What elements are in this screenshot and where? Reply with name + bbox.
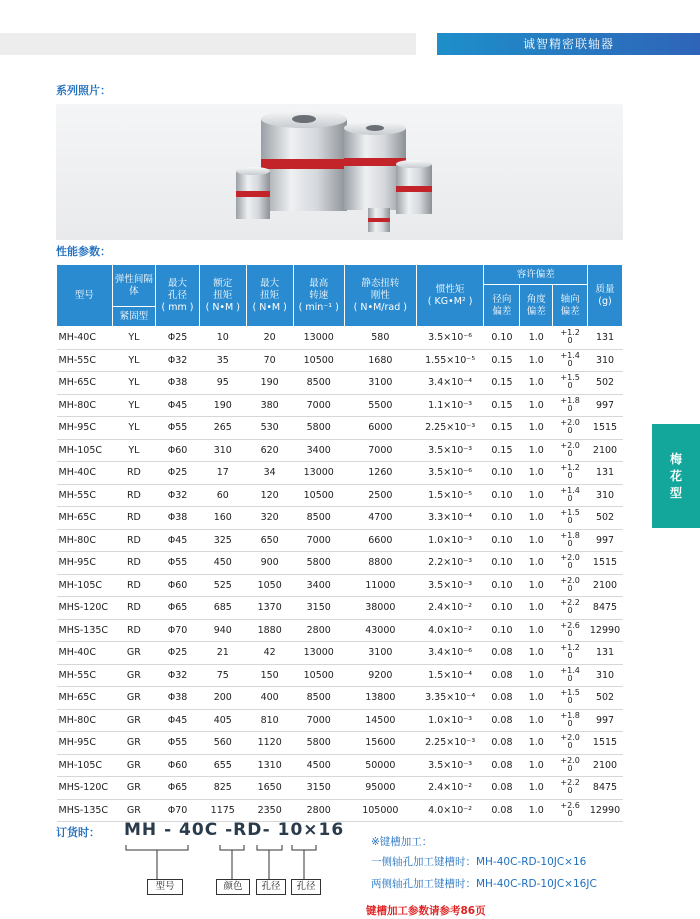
cell-axial: +2.0 0 [553, 574, 588, 597]
cell-max-speed: 5800 [293, 417, 344, 440]
cell-model: MH-80C [57, 709, 113, 732]
cell-color: RD [112, 597, 156, 620]
order-part-color: 颜色 [216, 879, 250, 895]
cell-angular: 1.0 [520, 394, 553, 417]
cell-angular: 1.0 [520, 484, 553, 507]
cell-bore: Φ45 [156, 529, 200, 552]
cell-radial: 0.08 [484, 754, 520, 777]
cell-stiffness: 13800 [344, 687, 416, 710]
cell-mass: 502 [588, 687, 623, 710]
cell-axial: +2.6 0 [553, 619, 588, 642]
cell-stiffness: 7000 [344, 439, 416, 462]
cell-bore: Φ38 [156, 687, 200, 710]
cell-axial: +2.0 0 [553, 552, 588, 575]
cell-mass: 310 [588, 664, 623, 687]
cell-color: RD [112, 507, 156, 530]
cell-radial: 0.08 [484, 777, 520, 800]
cell-bore: Φ38 [156, 372, 200, 395]
cell-stiffness: 3100 [344, 372, 416, 395]
cell-radial: 0.08 [484, 687, 520, 710]
cell-max-torque: 70 [246, 349, 293, 372]
cell-bore: Φ45 [156, 709, 200, 732]
cell-max-torque: 190 [246, 372, 293, 395]
cell-mass: 131 [588, 462, 623, 485]
cell-inertia: 1.5×10⁻⁴ [416, 664, 484, 687]
photo-section-title: 系列照片： [56, 84, 111, 97]
cell-inertia: 3.4×10⁻⁶ [416, 642, 484, 665]
cell-inertia: 3.5×10⁻⁶ [416, 327, 484, 350]
cell-angular: 1.0 [520, 507, 553, 530]
cell-radial: 0.10 [484, 619, 520, 642]
cell-bore: Φ32 [156, 664, 200, 687]
cell-axial: +2.0 0 [553, 754, 588, 777]
header-elastic: 弹性间隔体 [112, 265, 156, 307]
cell-radial: 0.08 [484, 642, 520, 665]
cell-angular: 1.0 [520, 709, 553, 732]
cell-mass: 310 [588, 349, 623, 372]
cell-mass: 997 [588, 709, 623, 732]
cell-rated-torque: 325 [199, 529, 246, 552]
cell-inertia: 3.5×10⁻⁶ [416, 462, 484, 485]
cell-rated-torque: 160 [199, 507, 246, 530]
cell-mass: 2100 [588, 439, 623, 462]
order-part-model: 型号 [147, 879, 183, 895]
cell-stiffness: 50000 [344, 754, 416, 777]
cell-model: MHS-135C [57, 619, 113, 642]
cell-bore: Φ32 [156, 484, 200, 507]
cell-radial: 0.10 [484, 529, 520, 552]
cell-rated-torque: 655 [199, 754, 246, 777]
cell-color: GR [112, 642, 156, 665]
cell-inertia: 1.0×10⁻³ [416, 709, 484, 732]
cell-color: RD [112, 552, 156, 575]
cell-max-speed: 10500 [293, 484, 344, 507]
cell-bore: Φ25 [156, 462, 200, 485]
cell-inertia: 3.5×10⁻³ [416, 574, 484, 597]
cell-angular: 1.0 [520, 327, 553, 350]
cell-max-torque: 900 [246, 552, 293, 575]
cell-angular: 1.0 [520, 417, 553, 440]
cell-rated-torque: 310 [199, 439, 246, 462]
keyway-note-one-side: 一侧轴孔加工键槽时：MH-40C-RD-10JC×16 [371, 856, 587, 868]
cell-radial: 0.10 [484, 507, 520, 530]
cell-max-speed: 7000 [293, 709, 344, 732]
cell-axial: +1.4 0 [553, 664, 588, 687]
cell-bore: Φ60 [156, 574, 200, 597]
cell-radial: 0.10 [484, 597, 520, 620]
cell-angular: 1.0 [520, 462, 553, 485]
cell-inertia: 4.0×10⁻² [416, 619, 484, 642]
cell-axial: +1.5 0 [553, 372, 588, 395]
cell-inertia: 1.5×10⁻⁵ [416, 484, 484, 507]
cell-axial: +2.6 0 [553, 799, 588, 822]
header-radial: 径向 偏差 [484, 285, 520, 327]
cell-max-torque: 20 [246, 327, 293, 350]
cell-rated-torque: 10 [199, 327, 246, 350]
cell-model: MH-40C [57, 642, 113, 665]
cell-bore: Φ70 [156, 799, 200, 822]
cell-stiffness: 14500 [344, 709, 416, 732]
cell-max-speed: 3150 [293, 597, 344, 620]
cell-angular: 1.0 [520, 372, 553, 395]
cell-inertia: 4.0×10⁻² [416, 799, 484, 822]
cell-radial: 0.08 [484, 732, 520, 755]
header-static-stiffness: 静态扭转 刚性 ( N•M/rad ) [344, 265, 416, 327]
cell-radial: 0.15 [484, 394, 520, 417]
cell-color: GR [112, 687, 156, 710]
cell-inertia: 3.3×10⁻⁴ [416, 507, 484, 530]
cell-mass: 310 [588, 484, 623, 507]
cell-angular: 1.0 [520, 619, 553, 642]
header-fastening-type: 紧固型 [112, 307, 156, 327]
cell-rated-torque: 200 [199, 687, 246, 710]
cell-angular: 1.0 [520, 732, 553, 755]
order-code: MH - 40C -RD- 10×16 [124, 820, 345, 840]
header-rated-torque: 额定 扭矩 ( N•M ) [199, 265, 246, 327]
cell-rated-torque: 560 [199, 732, 246, 755]
cell-bore: Φ55 [156, 417, 200, 440]
cell-bore: Φ38 [156, 507, 200, 530]
cell-radial: 0.10 [484, 484, 520, 507]
cell-axial: +1.5 0 [553, 687, 588, 710]
cell-rated-torque: 35 [199, 349, 246, 372]
cell-max-torque: 1120 [246, 732, 293, 755]
cell-model: MH-65C [57, 372, 113, 395]
cell-color: GR [112, 732, 156, 755]
cell-stiffness: 1680 [344, 349, 416, 372]
cell-model: MH-80C [57, 394, 113, 417]
cell-max-torque: 1650 [246, 777, 293, 800]
cell-rated-torque: 95 [199, 372, 246, 395]
cell-angular: 1.0 [520, 754, 553, 777]
cell-angular: 1.0 [520, 349, 553, 372]
cell-max-torque: 810 [246, 709, 293, 732]
order-label: 订货时： [56, 826, 100, 839]
cell-max-torque: 2350 [246, 799, 293, 822]
cell-model: MH-95C [57, 732, 113, 755]
cell-max-torque: 1050 [246, 574, 293, 597]
cell-axial: +1.4 0 [553, 484, 588, 507]
cell-radial: 0.15 [484, 372, 520, 395]
cell-max-speed: 13000 [293, 327, 344, 350]
header-axial: 轴向 偏差 [553, 285, 588, 327]
cell-angular: 1.0 [520, 664, 553, 687]
performance-section-title: 性能参数： [56, 245, 111, 258]
cell-mass: 2100 [588, 574, 623, 597]
cell-max-speed: 7000 [293, 394, 344, 417]
cell-inertia: 3.35×10⁻⁴ [416, 687, 484, 710]
cell-axial: +1.8 0 [553, 394, 588, 417]
cell-rated-torque: 75 [199, 664, 246, 687]
cell-max-speed: 10500 [293, 349, 344, 372]
keyway-note-title: ※键槽加工： [371, 836, 433, 848]
cell-color: RD [112, 462, 156, 485]
cell-max-speed: 5800 [293, 732, 344, 755]
cell-model: MH-55C [57, 484, 113, 507]
header-model: 型号 [57, 265, 113, 327]
cell-max-torque: 1370 [246, 597, 293, 620]
cell-angular: 1.0 [520, 529, 553, 552]
cell-bore: Φ60 [156, 439, 200, 462]
cell-inertia: 2.25×10⁻³ [416, 417, 484, 440]
cell-model: MHS-120C [57, 777, 113, 800]
cell-bore: Φ25 [156, 642, 200, 665]
cell-stiffness: 95000 [344, 777, 416, 800]
cell-mass: 997 [588, 529, 623, 552]
cell-angular: 1.0 [520, 687, 553, 710]
header-tolerance: 容许偏差 [484, 265, 588, 285]
cell-stiffness: 8800 [344, 552, 416, 575]
cell-inertia: 2.25×10⁻³ [416, 732, 484, 755]
cell-mass: 8475 [588, 777, 623, 800]
cell-max-speed: 8500 [293, 507, 344, 530]
cell-mass: 131 [588, 642, 623, 665]
cell-rated-torque: 525 [199, 574, 246, 597]
cell-stiffness: 2500 [344, 484, 416, 507]
keyway-note-two-sides: 两侧轴孔加工键槽时：MH-40C-RD-10JC×16JC [371, 878, 597, 890]
cell-inertia: 1.0×10⁻³ [416, 529, 484, 552]
cell-axial: +1.2 0 [553, 642, 588, 665]
cell-mass: 131 [588, 327, 623, 350]
cell-bore: Φ55 [156, 552, 200, 575]
cell-rated-torque: 60 [199, 484, 246, 507]
cell-mass: 1515 [588, 552, 623, 575]
cell-stiffness: 9200 [344, 664, 416, 687]
cell-model: MHS-135C [57, 799, 113, 822]
cell-max-torque: 530 [246, 417, 293, 440]
cell-inertia: 1.55×10⁻⁵ [416, 349, 484, 372]
cell-angular: 1.0 [520, 777, 553, 800]
cell-angular: 1.0 [520, 439, 553, 462]
cell-radial: 0.08 [484, 709, 520, 732]
header-max-bore: 最大 孔径 ( mm ) [156, 265, 200, 327]
cell-bore: Φ45 [156, 394, 200, 417]
keyway-reference: 键槽加工参数请参考86页 [366, 905, 486, 917]
cell-color: RD [112, 619, 156, 642]
cell-axial: +2.0 0 [553, 417, 588, 440]
cell-max-speed: 3400 [293, 574, 344, 597]
cell-bore: Φ70 [156, 619, 200, 642]
cell-bore: Φ55 [156, 732, 200, 755]
cell-axial: +1.8 0 [553, 709, 588, 732]
cell-color: YL [112, 372, 156, 395]
cell-max-torque: 620 [246, 439, 293, 462]
cell-rated-torque: 265 [199, 417, 246, 440]
cell-radial: 0.10 [484, 552, 520, 575]
cell-max-torque: 400 [246, 687, 293, 710]
cell-max-torque: 120 [246, 484, 293, 507]
cell-model: MH-105C [57, 574, 113, 597]
cell-mass: 2100 [588, 754, 623, 777]
cell-max-speed: 2800 [293, 619, 344, 642]
cell-max-speed: 7000 [293, 529, 344, 552]
cell-max-speed: 8500 [293, 372, 344, 395]
cell-axial: +1.8 0 [553, 529, 588, 552]
cell-model: MH-80C [57, 529, 113, 552]
cell-max-torque: 34 [246, 462, 293, 485]
cell-angular: 1.0 [520, 552, 553, 575]
cell-radial: 0.08 [484, 664, 520, 687]
cell-model: MH-55C [57, 664, 113, 687]
cell-inertia: 3.5×10⁻³ [416, 439, 484, 462]
cell-inertia: 2.2×10⁻³ [416, 552, 484, 575]
cell-stiffness: 4700 [344, 507, 416, 530]
cell-color: GR [112, 709, 156, 732]
cell-color: YL [112, 327, 156, 350]
brand-title: 诚智精密联轴器 [522, 37, 614, 51]
cell-bore: Φ65 [156, 597, 200, 620]
cell-max-torque: 1880 [246, 619, 293, 642]
cell-stiffness: 105000 [344, 799, 416, 822]
cell-stiffness: 1260 [344, 462, 416, 485]
cell-color: GR [112, 754, 156, 777]
cell-model: MH-65C [57, 687, 113, 710]
side-tab-plum-type: 梅 花 型 [652, 424, 700, 528]
cell-bore: Φ25 [156, 327, 200, 350]
cell-stiffness: 43000 [344, 619, 416, 642]
cell-axial: +1.5 0 [553, 507, 588, 530]
cell-mass: 1515 [588, 732, 623, 755]
cell-mass: 12990 [588, 799, 623, 822]
cell-bore: Φ60 [156, 754, 200, 777]
cell-stiffness: 15600 [344, 732, 416, 755]
cell-model: MH-40C [57, 327, 113, 350]
cell-max-torque: 42 [246, 642, 293, 665]
cell-inertia: 2.4×10⁻² [416, 777, 484, 800]
cell-angular: 1.0 [520, 799, 553, 822]
header-inertia: 惯性矩 ( KG•M² ) [416, 265, 484, 327]
header-max-speed: 最高 转速 ( min⁻¹ ) [293, 265, 344, 327]
cell-stiffness: 5500 [344, 394, 416, 417]
cell-max-speed: 3400 [293, 439, 344, 462]
order-part-bore-1: 孔径 [256, 879, 286, 895]
cell-angular: 1.0 [520, 642, 553, 665]
cell-model: MH-55C [57, 349, 113, 372]
cell-max-speed: 8500 [293, 687, 344, 710]
cell-rated-torque: 190 [199, 394, 246, 417]
cell-max-torque: 150 [246, 664, 293, 687]
cell-stiffness: 38000 [344, 597, 416, 620]
cell-axial: +1.2 0 [553, 462, 588, 485]
cell-stiffness: 6000 [344, 417, 416, 440]
cell-stiffness: 6600 [344, 529, 416, 552]
cell-color: GR [112, 799, 156, 822]
cell-mass: 502 [588, 372, 623, 395]
cell-inertia: 3.5×10⁻³ [416, 754, 484, 777]
cell-max-speed: 4500 [293, 754, 344, 777]
cell-model: MH-65C [57, 507, 113, 530]
cell-radial: 0.10 [484, 462, 520, 485]
cell-color: YL [112, 439, 156, 462]
cell-rated-torque: 685 [199, 597, 246, 620]
cell-max-speed: 10500 [293, 664, 344, 687]
cell-stiffness: 11000 [344, 574, 416, 597]
cell-radial: 0.15 [484, 349, 520, 372]
cell-rated-torque: 21 [199, 642, 246, 665]
cell-model: MH-95C [57, 417, 113, 440]
cell-model: MH-95C [57, 552, 113, 575]
cell-radial: 0.15 [484, 417, 520, 440]
cell-color: YL [112, 349, 156, 372]
cell-bore: Φ65 [156, 777, 200, 800]
cell-radial: 0.10 [484, 327, 520, 350]
cell-inertia: 2.4×10⁻² [416, 597, 484, 620]
cell-rated-torque: 17 [199, 462, 246, 485]
cell-rated-torque: 450 [199, 552, 246, 575]
cell-stiffness: 3100 [344, 642, 416, 665]
cell-color: GR [112, 777, 156, 800]
header-angular: 角度 偏差 [520, 285, 553, 327]
cell-axial: +1.2 0 [553, 327, 588, 350]
cell-axial: +2.0 0 [553, 439, 588, 462]
cell-max-torque: 320 [246, 507, 293, 530]
cell-axial: +1.4 0 [553, 349, 588, 372]
cell-mass: 502 [588, 507, 623, 530]
cell-color: YL [112, 417, 156, 440]
cell-color: RD [112, 574, 156, 597]
cell-color: GR [112, 664, 156, 687]
cell-max-speed: 13000 [293, 642, 344, 665]
cell-color: RD [112, 529, 156, 552]
cell-max-torque: 650 [246, 529, 293, 552]
cell-inertia: 3.4×10⁻⁴ [416, 372, 484, 395]
cell-model: MH-40C [57, 462, 113, 485]
cell-max-speed: 2800 [293, 799, 344, 822]
cell-color: YL [112, 394, 156, 417]
cell-angular: 1.0 [520, 597, 553, 620]
header-mass: 质量 (g) [588, 265, 623, 327]
cell-mass: 12990 [588, 619, 623, 642]
cell-inertia: 1.1×10⁻³ [416, 394, 484, 417]
cell-rated-torque: 1175 [199, 799, 246, 822]
cell-max-speed: 13000 [293, 462, 344, 485]
cell-rated-torque: 940 [199, 619, 246, 642]
cell-rated-torque: 825 [199, 777, 246, 800]
cell-mass: 8475 [588, 597, 623, 620]
order-part-bore-2: 孔径 [291, 879, 321, 895]
cell-axial: +2.2 0 [553, 777, 588, 800]
cell-color: RD [112, 484, 156, 507]
cell-axial: +2.0 0 [553, 732, 588, 755]
cell-max-torque: 380 [246, 394, 293, 417]
cell-model: MHS-120C [57, 597, 113, 620]
cell-rated-torque: 405 [199, 709, 246, 732]
cell-mass: 997 [588, 394, 623, 417]
cell-bore: Φ32 [156, 349, 200, 372]
cell-radial: 0.10 [484, 574, 520, 597]
cell-radial: 0.15 [484, 439, 520, 462]
cell-model: MH-105C [57, 754, 113, 777]
cell-axial: +2.2 0 [553, 597, 588, 620]
cell-stiffness: 580 [344, 327, 416, 350]
header-max-torque: 最大 扭矩 ( N•M ) [246, 265, 293, 327]
cell-radial: 0.08 [484, 799, 520, 822]
cell-model: MH-105C [57, 439, 113, 462]
cell-max-speed: 5800 [293, 552, 344, 575]
cell-angular: 1.0 [520, 574, 553, 597]
cell-max-torque: 1310 [246, 754, 293, 777]
cell-mass: 1515 [588, 417, 623, 440]
cell-max-speed: 3150 [293, 777, 344, 800]
